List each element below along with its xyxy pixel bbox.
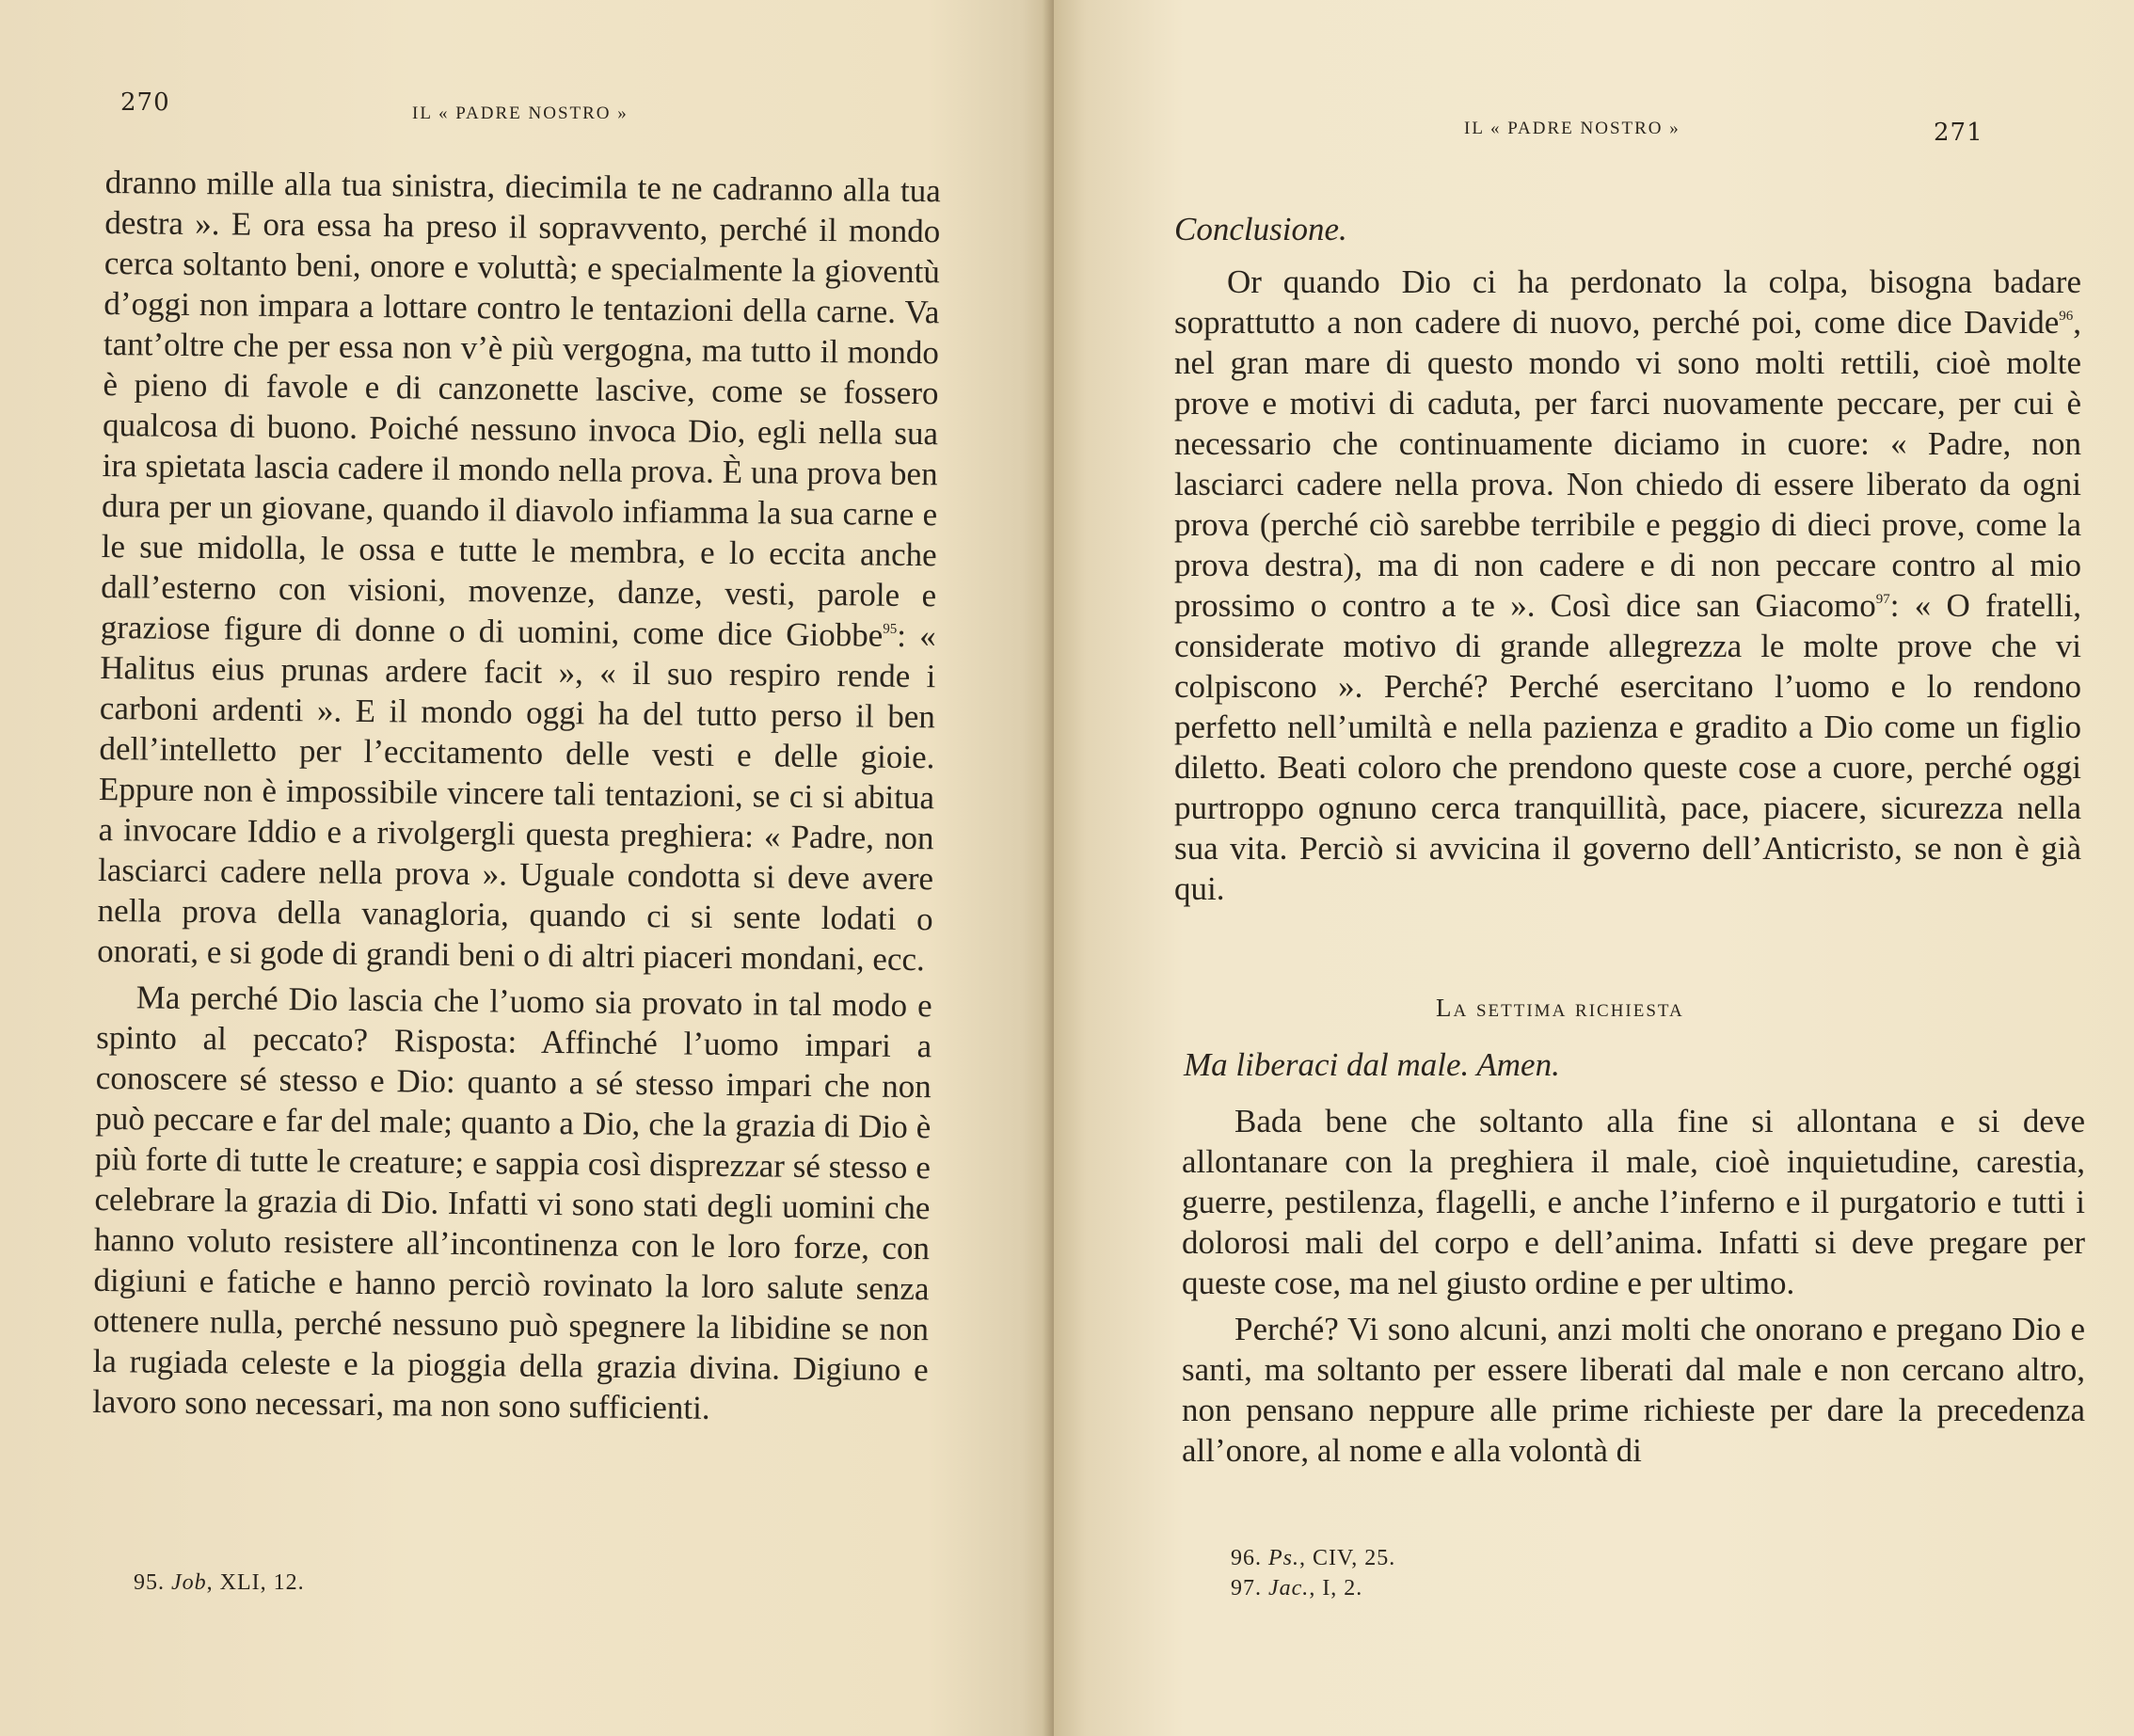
page-number: 271 — [1934, 119, 1983, 147]
paragraph: Or quando Dio ci ha perdonato la colpa, bisogna badare soprattutto a non cadere di nuovo, perché poi, come dice Davide$^{96}$, nel gran mare di questo mondo vi sono molti rettili, cioè molte prove e motivi di caduta, per farci nuovamente peccare, per cui è necessario che continuamente diciamo in cuore: « Padre, non lasciarci cadere nella prova. Non chiedo di essere liberato da ogni prova (perché ciò sarebbe terribile e peggio di dieci prove, come la prova destra), ma di non cadere e di non peccare contro al mio prossimo o contro a te ». Così dice san Giacomo$^{97}$: « O fratelli, considerate motivo di grande allegrezza le molte prove che vi colpiscono ». Perché? Perché esercitano l’uomo e lo rendono perfetto nell’umiltà e nella pazienza e gradito a Dio come un figlio diletto. Beati coloro che prendono queste cose a cuore, perché oggi purtroppo ognuno cerca tranquillità, pace, piacere, sicurezza nella sua vita. Perciò si avvicina il governo dell’Anticristo, se non è già qui. — [1174, 263, 2082, 907]
footnote-95: 95. Job, XLI, 12. — [134, 1570, 305, 1595]
footnote-96: 96. Ps., CIV, 25. — [1231, 1546, 1396, 1570]
footnote-ref: 97 — [1875, 592, 1890, 607]
chapter-heading: La settima richiesta — [1436, 994, 1684, 1022]
right-page — [1054, 0, 2134, 1736]
right-body-text-bottom — [1182, 1101, 2085, 1471]
footnote-ref: 95 — [883, 621, 898, 637]
paragraph: dranno mille alla tua sinistra, diecimila te ne cadranno alla tua destra ». E ora essa ha preso il sopravvento, perché il mondo cerca soltanto beni, onore e voluttà; e specialmente la gioventù d’oggi non impara a lottare contro le tentazioni della carne. Va tant’oltre che per essa non v’è più vergogna, ma tutto il mondo è pieno di favole e di canzonette lascive, come se fossero qualcosa di buono. Poiché nessuno invoca Dio, egli nella sua ira spietata lascia cadere il mondo nella prova. È una prova ben dura per un giovane, quando il diavolo infiamma la sua carne e le sue midolla, le ossa e tutte le membra, e lo eccita anche dall’esterno con visioni, movenze, danze, vesti, parole e graziose figure di donne o di uomini, come dice Giobbe$^{95}$: « Halitus eius prunas ardere facit », « il suo respiro rende i carboni ardenti ». E il mondo oggi ha del tutto perso il ben dell’intelletto per l’eccitamento delle vesti e delle gioie. Eppure non è impossibile vincere tali tentazioni, se ci si abitua a invocare Iddio e a rivolgergli questa preghiera: « Padre, non lasciarci cadere nella prova ». Uguale condotta si deve avere nella prova della vanagloria, quando ci si sente lodati o onorati, e si gode di grandi beni o di altri piaceri mondani, ecc. — [97, 163, 941, 979]
right-body-text-top — [1174, 262, 2081, 920]
running-head: IL « PADRE NOSTRO » — [412, 104, 629, 123]
running-head: IL « PADRE NOSTRO » — [1464, 119, 1680, 138]
paragraph: Perché? Vi sono alcuni, anzi molti che onorano e pregano Dio e santi, ma soltanto per essere liberati dal male e non cercano altro, non pensano neppure alle prime richieste per dare la precedenza all’onore, al nome e alla volontà di — [1182, 1311, 2085, 1469]
footnote-ref: 96 — [2059, 309, 2074, 324]
subheading: Ma liberaci dal male. Amen. — [1184, 1046, 1560, 1083]
left-page — [0, 0, 1054, 1736]
section-label: Conclusione. — [1174, 211, 1347, 247]
page-number: 270 — [120, 88, 170, 117]
paragraph: Bada bene che soltanto alla fine si allontana e si deve allontanare con la preghiera il male, cioè inquietudine, carestia, guerre, pestilenza, flagelli, e anche l’inferno e il purgatorio e tutti i dolorosi mali del corpo e dell’anima. Infatti si deve pregare per queste cose, ma nel giusto ordine e per ultimo. — [1182, 1103, 2085, 1301]
left-body-text — [92, 162, 941, 1430]
footnote-97: 97. Jac., I, 2. — [1231, 1576, 1363, 1601]
paragraph: Ma perché Dio lascia che l’uomo sia provato in tal modo e spinto al peccato? Risposta: Affinché l’uomo impari a conoscere sé stesso e Dio: quanto a sé stesso impari che non può peccare e far del male; quanto a Dio, che la grazia di Dio è più forte di tutte le creature; e sappia così disprezzar sé stesso e celebrare la grazia di Dio. Infatti vi sono stati degli uomini che hanno voluto resistere all’incontinenza con le loro forze, con digiuni e fatiche e hanno perciò rovinato la loro salute senza ottenere nulla, perché nessuno può spegnere la libidine se non la rugiada celeste e la pioggia della grazia divina. Digiuno e lavoro sono necessari, ma non sono sufficienti. — [91, 979, 932, 1426]
